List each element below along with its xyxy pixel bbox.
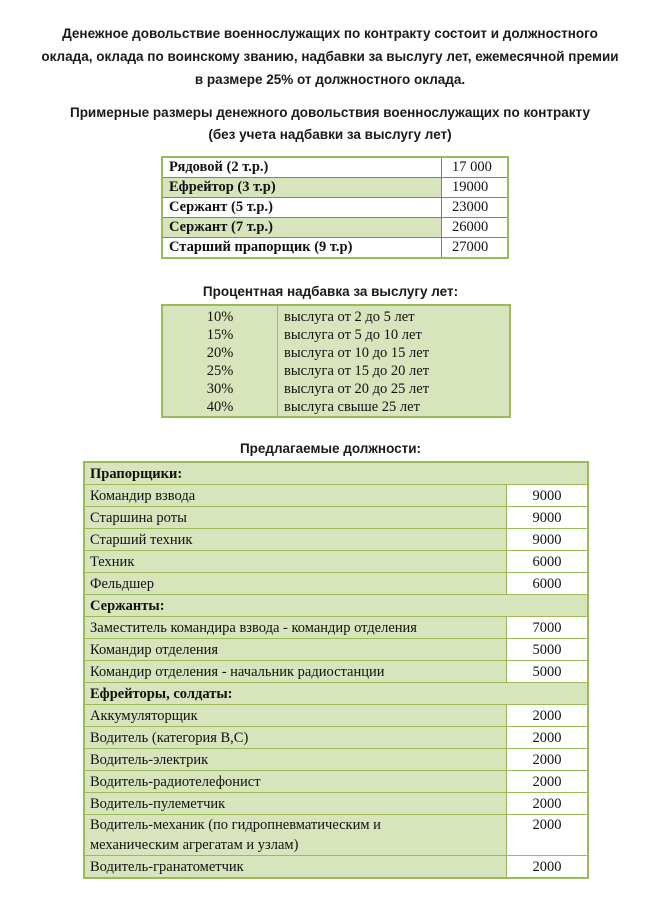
table-row bbox=[163, 380, 509, 398]
position-name: Командир взвода bbox=[84, 485, 507, 507]
rank-name: Сержант (5 т.р.) bbox=[162, 198, 442, 218]
table-row bbox=[84, 551, 588, 573]
position-salary: 2000 bbox=[507, 793, 589, 815]
positions-table bbox=[83, 461, 589, 879]
salary-subtitle-line2: (без учета надбавки за выслугу лет) bbox=[208, 127, 452, 142]
section-row bbox=[84, 462, 588, 485]
seniority-table bbox=[161, 304, 511, 418]
table-row bbox=[163, 308, 509, 326]
rank-salary: 17 000 bbox=[442, 157, 509, 178]
section-name: Прапорщики: bbox=[84, 462, 588, 485]
table-row bbox=[84, 529, 588, 551]
position-salary: 6000 bbox=[507, 573, 589, 595]
table-row bbox=[162, 178, 508, 198]
position-salary: 9000 bbox=[507, 507, 589, 529]
position-name: Техник bbox=[84, 551, 507, 573]
table-row bbox=[84, 661, 588, 683]
rank-salary: 19000 bbox=[442, 178, 509, 198]
table-row bbox=[84, 727, 588, 749]
section-name: Сержанты: bbox=[84, 595, 588, 617]
seniority-description: выслуга от 10 до 15 лет bbox=[284, 345, 430, 361]
rank-name: Старший прапорщик (9 т.р) bbox=[162, 238, 442, 259]
positions-title: Предлагаемые должности: bbox=[239, 441, 422, 456]
rank-salary: 23000 bbox=[442, 198, 509, 218]
table-row bbox=[84, 617, 588, 639]
position-salary: 9000 bbox=[507, 485, 589, 507]
position-salary: 2000 bbox=[507, 771, 589, 793]
rank-salary: 27000 bbox=[442, 238, 509, 259]
seniority-description: выслуга свыше 25 лет bbox=[284, 399, 420, 415]
seniority-percent: 40% bbox=[206, 399, 234, 415]
position-name: Старшина роты bbox=[84, 507, 507, 529]
table-row bbox=[162, 198, 508, 218]
seniority-description: выслуга от 15 до 20 лет bbox=[284, 363, 430, 379]
table-row bbox=[84, 771, 588, 793]
position-salary: 2000 bbox=[507, 856, 589, 879]
table-row bbox=[84, 856, 588, 879]
rank-salary-table bbox=[161, 156, 509, 259]
section-name: Ефрейторы, солдаты: bbox=[84, 683, 588, 705]
position-name: Командир отделения bbox=[84, 639, 507, 661]
table-row bbox=[162, 218, 508, 238]
position-name: Водитель-пулеметчик bbox=[84, 793, 507, 815]
table-row bbox=[84, 705, 588, 727]
rank-name: Сержант (7 т.р.) bbox=[162, 218, 442, 238]
position-name: Фельдшер bbox=[84, 573, 507, 595]
seniority-percent: 25% bbox=[206, 363, 234, 379]
table-row bbox=[163, 398, 509, 416]
seniority-percent: 30% bbox=[206, 381, 234, 397]
position-name: Аккумуляторщик bbox=[84, 705, 507, 727]
salary-subtitle-line1: Примерные размеры денежного довольствия военнослужащих по контракту bbox=[69, 105, 591, 120]
position-salary: 2000 bbox=[507, 727, 589, 749]
position-name: Командир отделения - начальник радиостанции bbox=[84, 661, 507, 683]
table-row bbox=[162, 238, 508, 259]
table-row bbox=[84, 793, 588, 815]
position-name: Водитель-гранатометчик bbox=[84, 856, 507, 879]
table-row bbox=[84, 485, 588, 507]
table-row bbox=[84, 639, 588, 661]
seniority-percent: 10% bbox=[206, 309, 234, 325]
table-row bbox=[84, 815, 588, 856]
table-row bbox=[84, 507, 588, 529]
seniority-description: выслуга от 20 до 25 лет bbox=[284, 381, 430, 397]
section-row bbox=[84, 595, 588, 617]
position-salary: 2000 bbox=[507, 749, 589, 771]
salary-subtitle bbox=[40, 102, 620, 146]
position-salary: 6000 bbox=[507, 551, 589, 573]
seniority-title: Процентная надбавка за выслугу лет: bbox=[202, 284, 459, 299]
position-name: Водитель-электрик bbox=[84, 749, 507, 771]
seniority-percent: 15% bbox=[206, 327, 234, 343]
table-row bbox=[163, 344, 509, 362]
position-salary: 2000 bbox=[507, 815, 589, 856]
position-salary: 5000 bbox=[507, 639, 589, 661]
position-name: Водитель (категория В,С) bbox=[84, 727, 507, 749]
seniority-percent: 20% bbox=[206, 345, 234, 361]
position-salary: 9000 bbox=[507, 529, 589, 551]
intro-paragraph: Денежное довольствие военнослужащих по контракту состоит и должностного оклада, оклада по воинскому званию, надбавки за выслугу лет, ежемесячной премии в размере 25% от должностного оклада. bbox=[41, 26, 619, 87]
table-row bbox=[162, 157, 508, 178]
rank-name: Рядовой (2 т.р.) bbox=[162, 157, 442, 178]
position-name: Старший техник bbox=[84, 529, 507, 551]
seniority-description: выслуга от 5 до 10 лет bbox=[284, 327, 422, 343]
table-row bbox=[84, 749, 588, 771]
rank-salary: 26000 bbox=[442, 218, 509, 238]
position-salary: 7000 bbox=[507, 617, 589, 639]
table-row bbox=[84, 573, 588, 595]
seniority-description: выслуга от 2 до 5 лет bbox=[284, 309, 415, 325]
rank-name: Ефрейтор (3 т.р) bbox=[162, 178, 442, 198]
position-name: Заместитель командира взвода - командир отделения bbox=[84, 617, 507, 639]
position-name: Водитель-механик (по гидропневматическим и механическим агрегатам и узлам) bbox=[84, 815, 507, 856]
section-row bbox=[84, 683, 588, 705]
position-salary: 2000 bbox=[507, 705, 589, 727]
table-row bbox=[163, 326, 509, 344]
table-row bbox=[163, 362, 509, 380]
position-salary: 5000 bbox=[507, 661, 589, 683]
position-name: Водитель-радиотелефонист bbox=[84, 771, 507, 793]
